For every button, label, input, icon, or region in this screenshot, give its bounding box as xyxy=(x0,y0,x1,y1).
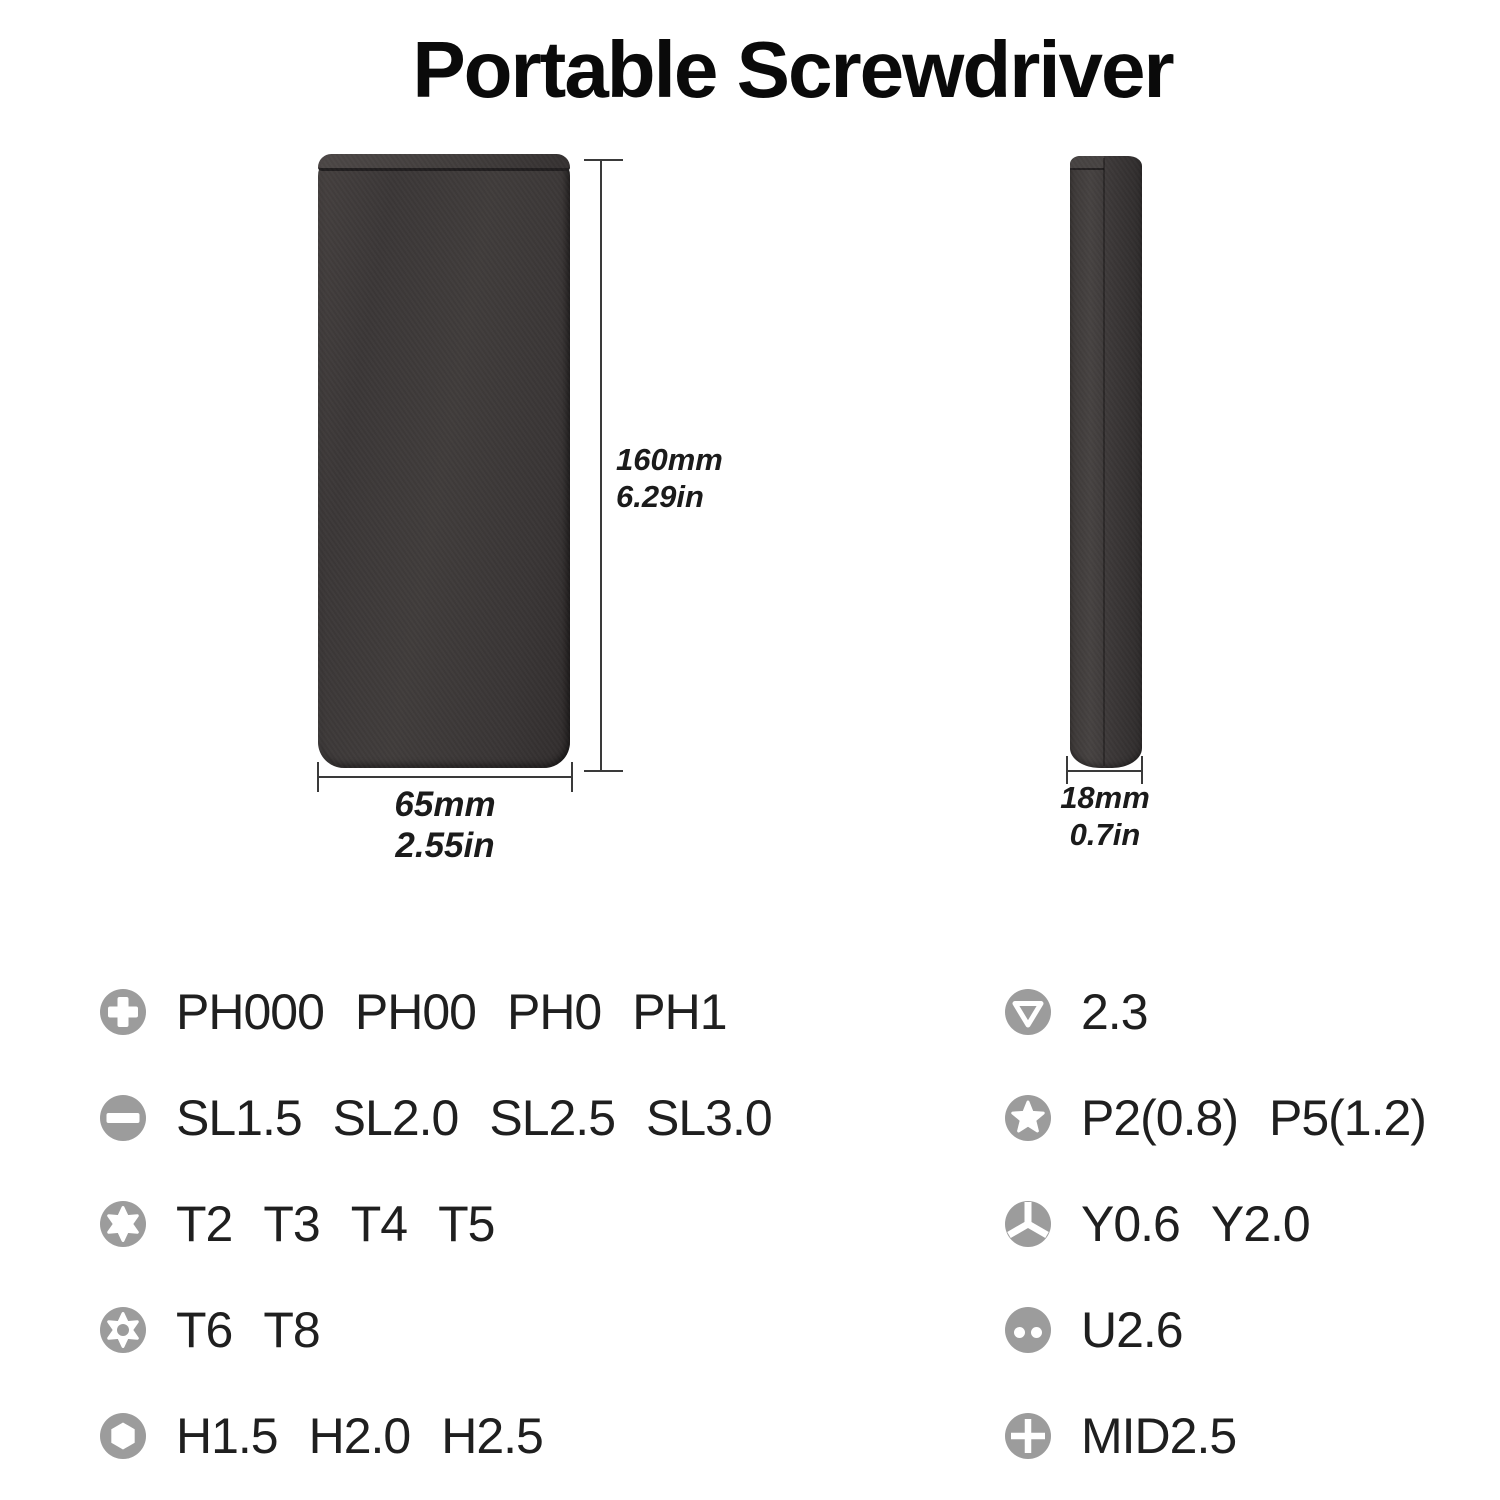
height-mm: 160mm xyxy=(616,442,723,477)
bit-size-label: Y0.6 xyxy=(1081,1196,1180,1252)
bit-size-label: P5(1.2) xyxy=(1268,1090,1426,1146)
bit-row-u-type xyxy=(1005,1302,1183,1358)
bit-size-label: SL1.5 xyxy=(176,1090,302,1146)
height-dimension-top-tick xyxy=(584,159,623,161)
bit-size-label: T5 xyxy=(438,1196,495,1252)
bit-size-list xyxy=(1081,1196,1310,1252)
height-dimension-label xyxy=(616,441,723,515)
depth-dimension-label xyxy=(1025,779,1185,853)
bit-size-label: PH00 xyxy=(354,984,476,1040)
bit-row-pentalobe xyxy=(1005,1090,1426,1146)
triangle-bit-icon xyxy=(1005,989,1051,1035)
bit-size-label: SL2.5 xyxy=(489,1090,616,1146)
bit-size-list xyxy=(1081,1302,1183,1358)
bit-size-label: PH000 xyxy=(176,984,324,1040)
y-type-bit-icon xyxy=(1005,1201,1051,1247)
bit-size-label: T2 xyxy=(176,1196,233,1252)
side-view-image xyxy=(1070,156,1142,768)
bit-size-label: H2.5 xyxy=(441,1408,543,1464)
bit-size-list xyxy=(176,1090,772,1146)
height-in: 6.29in xyxy=(616,479,704,514)
mid-bit-icon xyxy=(1005,1413,1051,1459)
front-texture xyxy=(318,154,570,768)
hex-bit-icon xyxy=(100,1413,146,1459)
bit-row-phillips xyxy=(100,984,727,1040)
width-dimension-label xyxy=(318,784,572,866)
bit-size-list xyxy=(176,1408,543,1464)
bit-size-list xyxy=(1081,984,1148,1040)
side-texture xyxy=(1070,156,1142,768)
height-dimension-bottom-tick xyxy=(584,770,623,772)
page-title: Portable Screwdriver xyxy=(412,25,1173,114)
front-view-image xyxy=(318,154,570,768)
bit-row-torx-security xyxy=(100,1302,320,1358)
bit-size-list xyxy=(176,984,727,1040)
bit-size-list xyxy=(1081,1090,1426,1146)
slotted-bit-icon xyxy=(100,1095,146,1141)
bit-size-label: H2.0 xyxy=(308,1408,411,1464)
torx-security-bit-icon xyxy=(100,1307,146,1353)
u-type-bit-icon xyxy=(1005,1307,1051,1353)
bit-row-y-type xyxy=(1005,1196,1310,1252)
bit-row-hex xyxy=(100,1408,543,1464)
phillips-bit-icon xyxy=(100,989,146,1035)
bit-size-label: U2.6 xyxy=(1081,1302,1183,1358)
pentalobe-bit-icon xyxy=(1005,1095,1051,1141)
height-dimension-line xyxy=(600,160,602,772)
torx-bit-icon xyxy=(100,1201,146,1247)
width-dimension-line xyxy=(318,776,572,778)
bit-size-label: T8 xyxy=(263,1302,320,1358)
bit-size-label: T6 xyxy=(176,1302,233,1358)
bit-row-torx xyxy=(100,1196,494,1252)
bit-size-label: SL3.0 xyxy=(646,1090,772,1146)
width-in: 2.55in xyxy=(395,826,495,865)
bit-row-mid xyxy=(1005,1408,1236,1464)
bit-size-label: PH0 xyxy=(506,984,602,1040)
depth-in: 0.7in xyxy=(1069,817,1141,852)
width-mm: 65mm xyxy=(394,785,496,824)
bit-size-label: Y2.0 xyxy=(1210,1196,1310,1252)
bit-row-slotted xyxy=(100,1090,772,1146)
bit-size-label: T3 xyxy=(263,1196,320,1252)
bit-size-label: MID2.5 xyxy=(1081,1408,1237,1464)
bit-size-label: SL2.0 xyxy=(332,1090,459,1146)
bit-size-list xyxy=(176,1196,494,1252)
bit-size-label: P2(0.8) xyxy=(1081,1090,1238,1146)
bit-size-label: T4 xyxy=(350,1196,408,1252)
depth-mm: 18mm xyxy=(1060,780,1150,815)
bit-size-label: 2.3 xyxy=(1081,984,1148,1040)
bit-size-list xyxy=(176,1302,320,1358)
bit-size-label: H1.5 xyxy=(176,1408,278,1464)
depth-dimension-line xyxy=(1067,770,1143,772)
bit-size-label: PH1 xyxy=(632,984,727,1040)
bit-size-list xyxy=(1081,1408,1236,1464)
bit-row-triangle xyxy=(1005,984,1148,1040)
